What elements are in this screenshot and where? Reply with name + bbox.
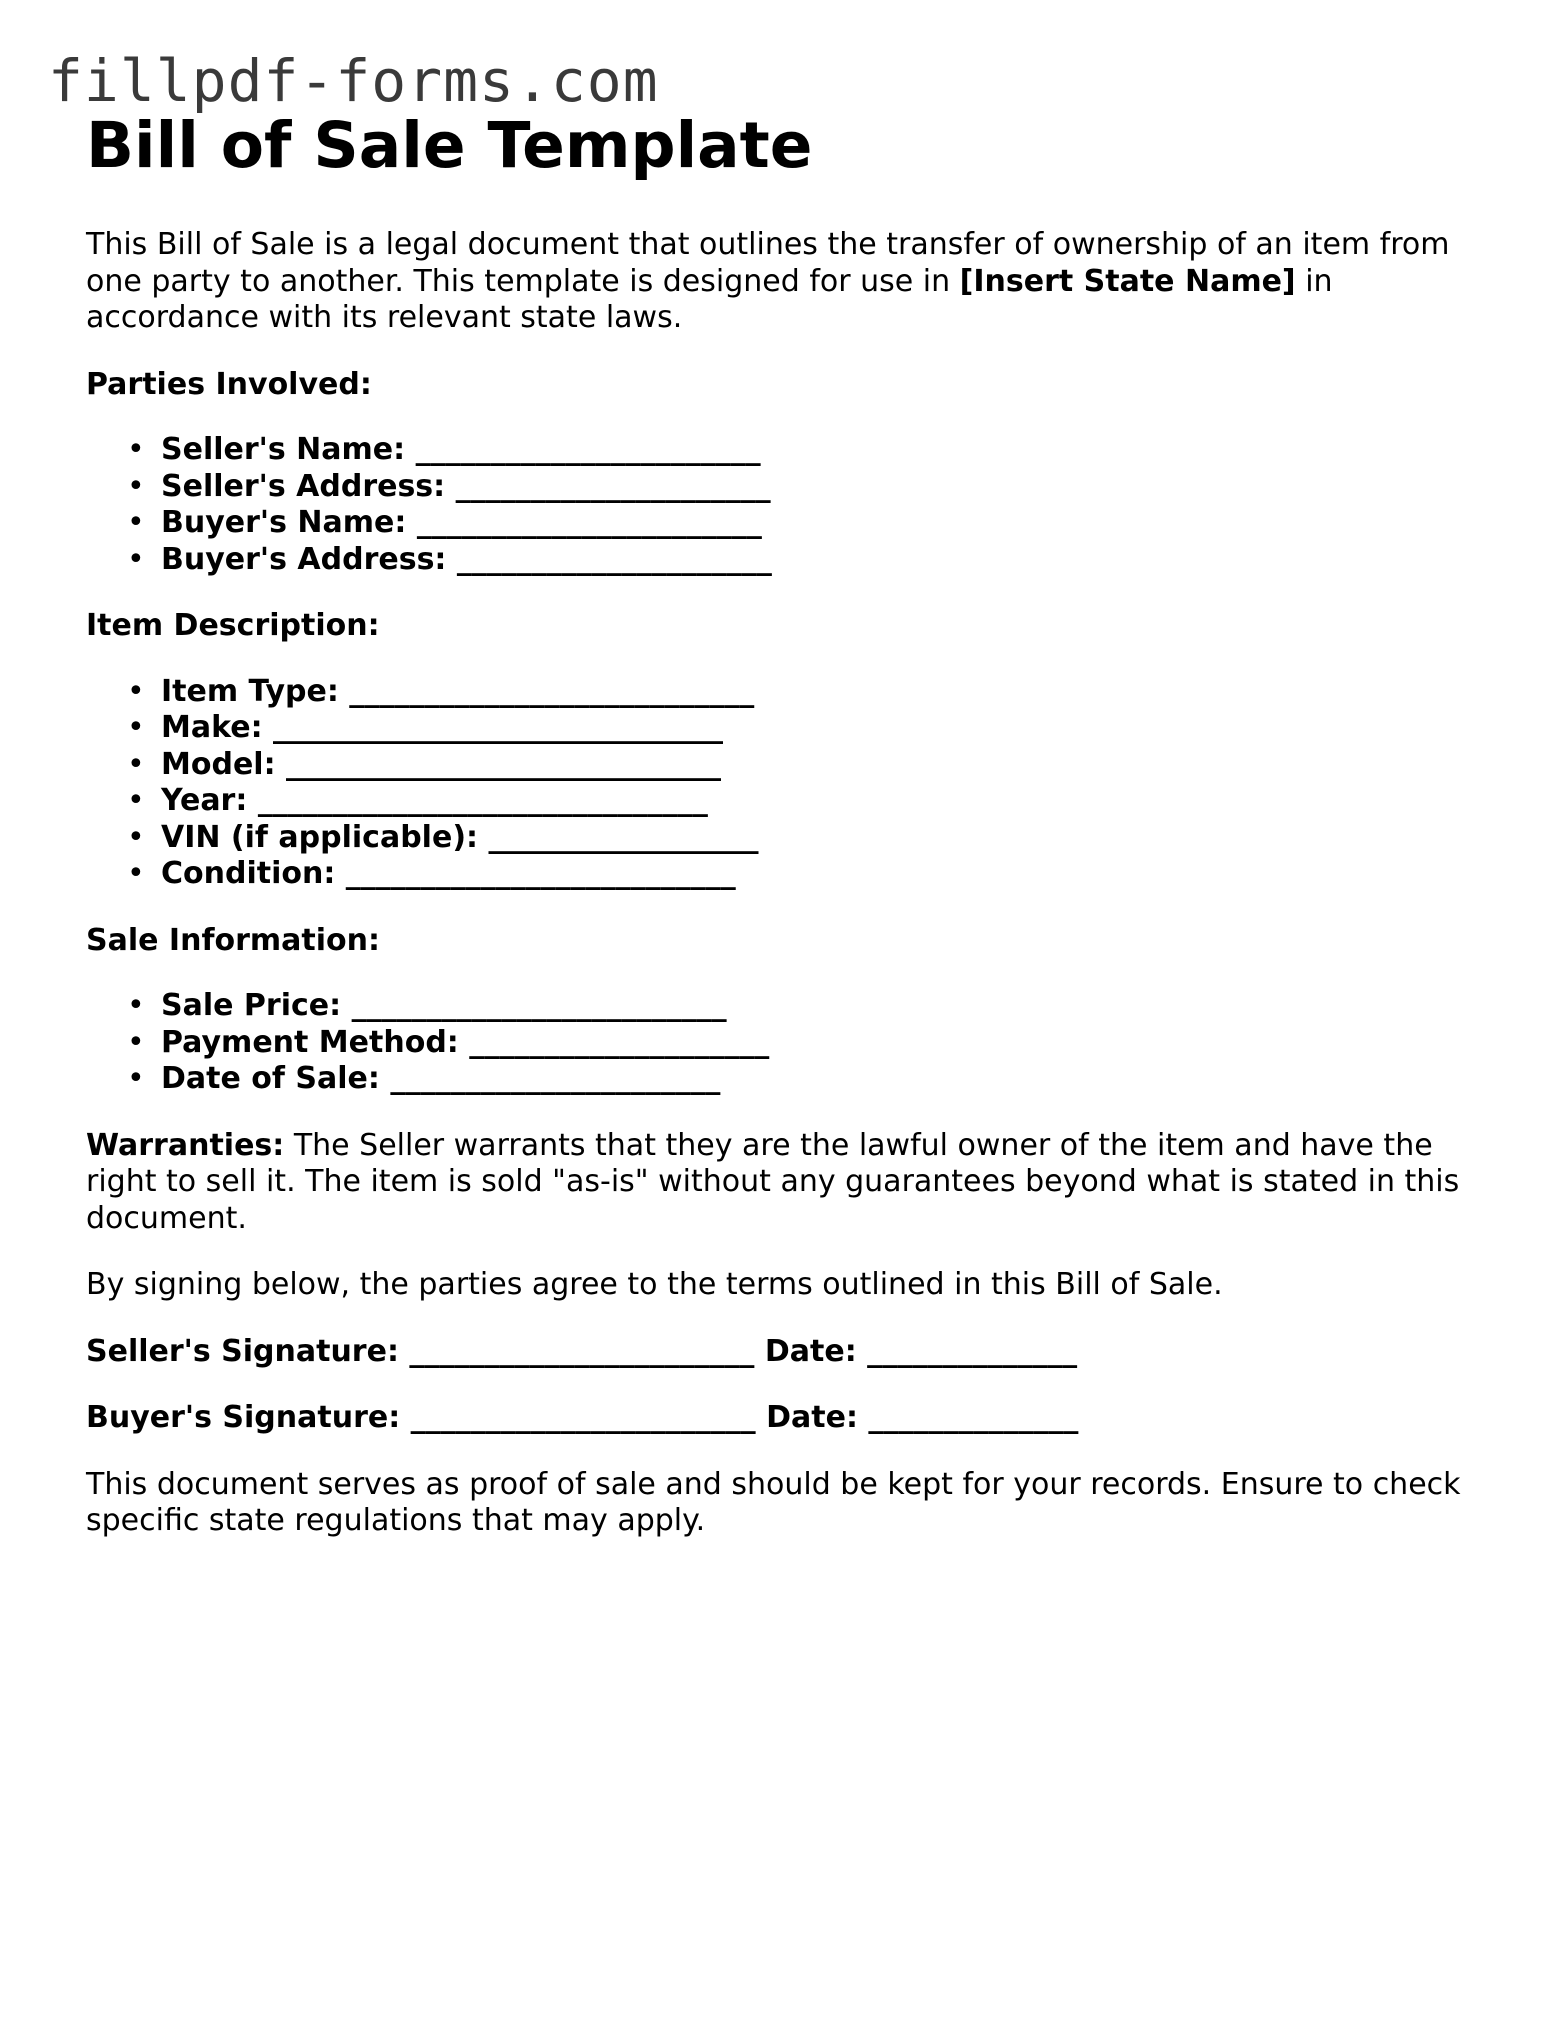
warranties-paragraph	[86, 1128, 1486, 1238]
payment-method-blank[interactable]: ____________________	[469, 1024, 770, 1060]
field-label: Condition:	[161, 856, 336, 891]
intro-text-after: in accordance with its relevant state laws.	[86, 263, 1333, 335]
page-title: Bill of Sale Template	[86, 109, 813, 182]
buyer-address-blank[interactable]: _____________________	[456, 541, 772, 577]
agreement-statement: By signing below, the parties agree to the terms outlined in this Bill of Sale.	[86, 1267, 1223, 1302]
list-item-item-type	[161, 674, 1486, 711]
list-item-make	[161, 710, 1486, 747]
list-item-vin	[161, 820, 1486, 857]
seller-signature-label: Seller's Signature:	[86, 1333, 399, 1369]
sale-heading: Sale Information:	[86, 922, 380, 958]
make-blank[interactable]: ______________________________	[273, 710, 724, 745]
seller-signature-line	[86, 1334, 1486, 1371]
buyer-signature-label: Buyer's Signature:	[86, 1400, 401, 1435]
list-item-condition	[161, 856, 1486, 893]
closing-paragraph: This document serves as proof of sale and should be kept for your records. Ensure to check specific state regulations that may apply.	[86, 1466, 1461, 1538]
buyer-signature-line	[86, 1400, 1486, 1437]
date-of-sale-blank[interactable]: ______________________	[390, 1061, 721, 1096]
state-placeholder: [Insert State Name]	[959, 263, 1296, 299]
field-label: Seller's Address:	[161, 468, 446, 504]
list-item-buyer-name	[161, 505, 1486, 542]
sale-list	[86, 988, 1486, 1098]
item-heading: Item Description:	[86, 608, 380, 643]
item-list	[86, 674, 1486, 893]
sale-price-blank[interactable]: _________________________	[351, 988, 727, 1023]
buyer-signature-blank[interactable]: _______________________	[410, 1400, 756, 1435]
field-label: Make:	[161, 710, 263, 745]
item-type-blank[interactable]: ___________________________	[349, 673, 755, 709]
list-item-date-of-sale	[161, 1061, 1486, 1098]
field-label: Sale Price:	[161, 988, 342, 1023]
field-label: Seller's Name:	[161, 432, 406, 467]
vin-blank[interactable]: __________________	[488, 819, 759, 855]
document-page	[86, 106, 1486, 1540]
field-label: Item Type:	[161, 673, 339, 709]
field-label: Buyer's Address:	[161, 541, 447, 577]
list-item-model	[161, 747, 1486, 784]
field-label: VIN (if applicable):	[161, 819, 479, 855]
model-blank[interactable]: _____________________________	[286, 746, 722, 782]
list-item-year	[161, 783, 1486, 820]
intro-text-before: This Bill of Sale is a legal document that outlines the transfer of ownership of an item from one party to another. This template is designed for use in	[86, 227, 1450, 299]
parties-list	[86, 432, 1486, 578]
list-item-buyer-address	[161, 542, 1486, 579]
list-item-seller-address	[161, 469, 1486, 506]
field-label: Buyer's Name:	[161, 505, 407, 540]
watermark-logo: fillpdf-forms.com	[48, 47, 659, 115]
warranties-text: The Seller warrants that they are the lawful owner of the item and have the right to sell it. The item is sold "as-is" without any guarantees beyond what is stated in this document.	[86, 1127, 1460, 1236]
buyer-date-blank[interactable]: ______________	[868, 1400, 1079, 1435]
list-item-payment-method	[161, 1025, 1486, 1062]
year-blank[interactable]: ______________________________	[257, 783, 708, 818]
condition-blank[interactable]: __________________________	[345, 856, 736, 891]
seller-signature-blank[interactable]: _______________________	[409, 1333, 755, 1369]
field-label: Date of Sale:	[161, 1061, 380, 1096]
seller-date-blank[interactable]: ______________	[867, 1333, 1078, 1369]
buyer-date-label: Date:	[766, 1400, 858, 1435]
intro-paragraph	[86, 227, 1486, 337]
list-item-sale-price	[161, 988, 1486, 1025]
seller-date-label: Date:	[764, 1333, 857, 1369]
seller-name-blank[interactable]: _______________________	[415, 432, 761, 467]
field-label: Model:	[161, 746, 276, 782]
seller-address-blank[interactable]: _____________________	[455, 468, 771, 504]
list-item-seller-name	[161, 432, 1486, 469]
field-label: Payment Method:	[161, 1024, 459, 1060]
field-label: Year:	[161, 783, 248, 818]
buyer-name-blank[interactable]: _______________________	[416, 505, 762, 540]
parties-heading: Parties Involved:	[86, 366, 372, 402]
warranties-label: Warranties:	[86, 1127, 285, 1163]
